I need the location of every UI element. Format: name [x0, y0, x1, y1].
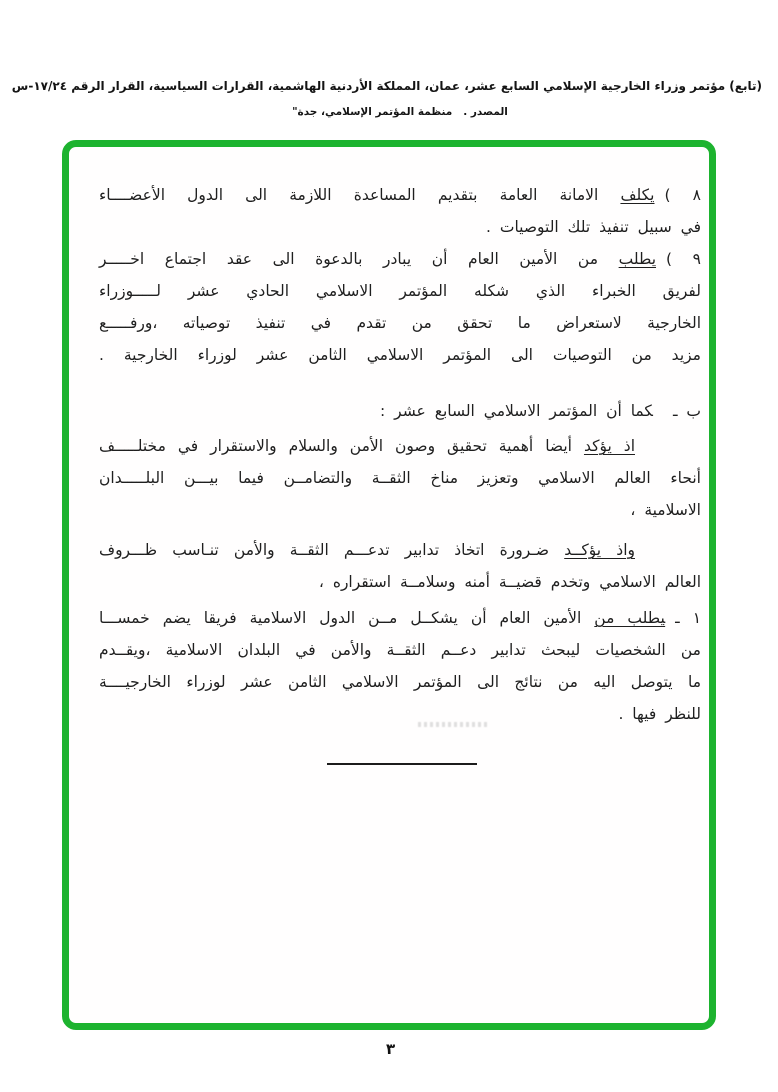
item9-line2: لفريق الخبراء الذي شكله المؤتمر الاسلامي الحادي عشر لـــــوزراء — [99, 282, 701, 300]
para1-underlined-phrase: اذ يؤكد — [583, 437, 635, 455]
item9-line3: الخارجية لاستعراض ما تحقق من تقدم في تنفيذ توصياته ،ورفـــــع — [99, 314, 701, 332]
item1-marker: ١ ـ — [675, 609, 702, 627]
section-b-heading — [99, 395, 701, 427]
item8-underlined-word: يكلف — [620, 186, 655, 204]
item8-line1 — [99, 179, 701, 211]
page-number: ٣ — [386, 1040, 396, 1058]
item9-line1 — [99, 243, 701, 275]
section-b-marker: ب ـ — [672, 402, 701, 420]
item8-marker: ٨ ) — [664, 186, 701, 204]
para2-line1 — [99, 534, 701, 566]
para2-line2: العالم الاسلامي وتخدم قضيــة أمنه وسلامــة استقراره ، — [318, 573, 701, 591]
document-body — [99, 179, 701, 730]
para1-line1-text: أيضا أهمية تحقيق وصون الأمن والسلام والاستقرار في مختلـــــف — [99, 437, 584, 455]
item1-line3: ما يتوصل اليه من نتائج الى المؤتمر الاسلامي الثامن عشر لوزراء الخارجيــــة — [99, 673, 701, 691]
item9-underlined-word: يطلب — [618, 250, 657, 268]
item8-line1-text: الامانة العامة بتقديم المساعدة اللازمة الى الدول الأعضــــاء — [99, 186, 621, 204]
para1-line3: الاسلامية ، — [630, 501, 701, 519]
item1-line4: للنظر فيها . — [618, 705, 701, 723]
item1-line1 — [99, 602, 701, 634]
para2-underlined-phrase: واذ يؤكــد — [564, 541, 635, 559]
header-citation-line: (تابع) مؤتمر وزراء الخارجية الإسلامي السابع عشر، عمان، المملكة الأردنية الهاشمية، القرارات السياسية، القرار الرقم ١٧/٢٤-س — [11, 79, 762, 93]
item1-line1-text: الأمين العام أن يشكــل مــن الدول الاسلامية فريقا يضم خمســـا — [99, 609, 595, 627]
para1-line2: أنحاء العالم الاسلامي وتعزيز مناخ الثقــة والتضامــن فيما بيـــن البلـــــدان — [99, 469, 701, 487]
item9-marker: ٩ ) — [666, 250, 701, 268]
item1-line2: من الشخصيات ليبحث تدابير دعــم الثقــة والأمن في البلدان الاسلامية ،ويقــدم — [99, 641, 701, 659]
section-b-heading-text: كما أن المؤتمر الاسلامي السابع عشر : — [380, 402, 653, 420]
para2-line1-text: ضـرورة اتخاذ تدابير تدعـــم الثقــة والأمن تنـاسب ظـــروف — [99, 541, 565, 559]
item9-line1-text: من الأمين العام أن يبادر بالدعوة الى عقد اجتماع اخـــــر — [99, 250, 619, 268]
end-divider-rule — [327, 763, 477, 765]
para1-line1 — [99, 430, 701, 462]
item9-line4: مزيد من التوصيات الى المؤتمر الاسلامي الثامن عشر لوزراء الخارجية . — [99, 346, 701, 364]
scan-noise-artifact — [418, 722, 490, 727]
header-source-line: المصدر . منظمة المؤتمر الإسلامي، جدة" — [292, 106, 508, 118]
item8-line2: في سبيل تنفيذ تلك التوصيات . — [486, 218, 701, 236]
item1-underlined-phrase: يطلب من — [594, 609, 666, 627]
green-border-frame — [62, 140, 716, 1030]
